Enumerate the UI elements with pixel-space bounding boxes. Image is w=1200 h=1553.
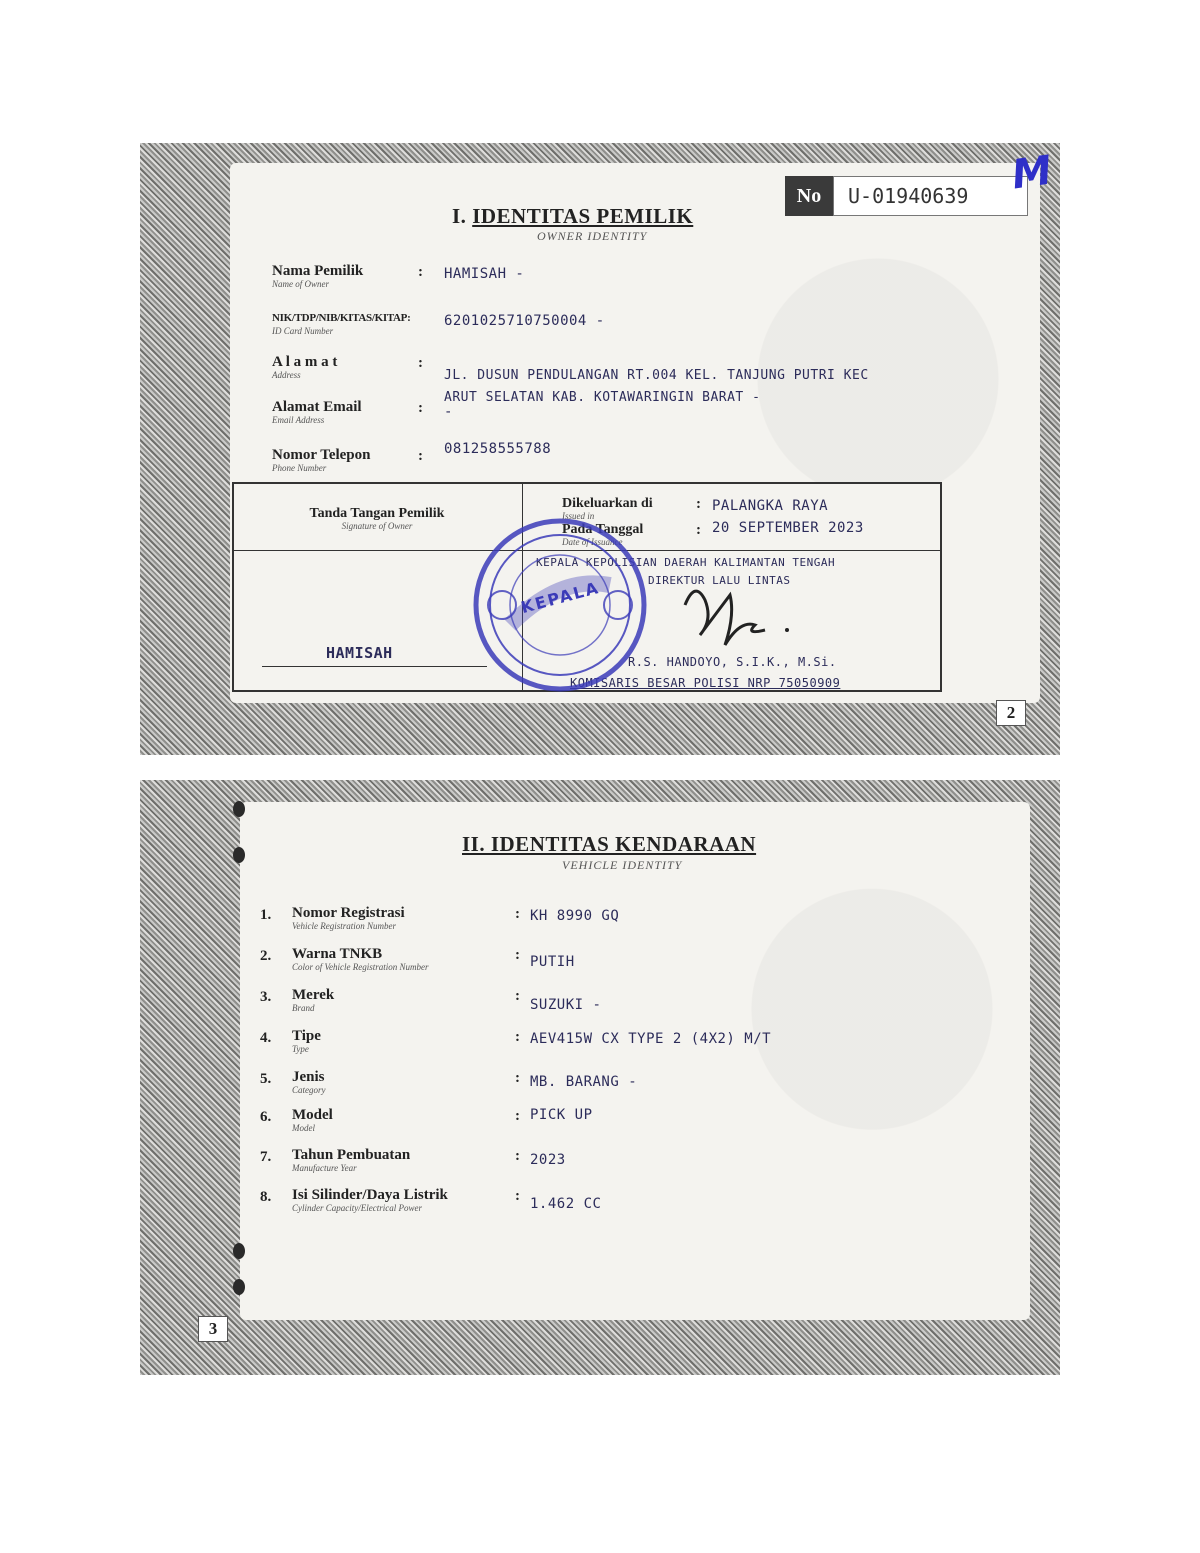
vehicle-field-label: Tahun Pembuatan Manufacture Year (292, 1147, 411, 1173)
owner-signature-header: Tanda Tangan Pemilik Signature of Owner (309, 506, 445, 531)
vehicle-field-row: 4. (260, 1030, 272, 1046)
plate-color-value: PUTIH (530, 954, 575, 970)
field-phone-value: 081258555788 (444, 441, 552, 457)
colon: : (515, 1148, 520, 1164)
colon: : (418, 400, 423, 416)
colon: : (515, 947, 520, 963)
vehicle-field-label: Merek Brand (292, 987, 335, 1013)
vehicle-subtitle: VEHICLE IDENTITY (562, 858, 683, 872)
official-name: R.S. HANDOYO, S.I.K., M.Si. (628, 655, 837, 669)
cylinder-capacity-value: 1.462 CC (530, 1196, 602, 1212)
owner-title-number: I. (452, 204, 467, 228)
field-address-value-line2: ARUT SELATAN KAB. KOTAWARINGIN BARAT - (444, 390, 761, 405)
colon: : (696, 496, 701, 512)
owner-signed-name: HAMISAH (326, 644, 393, 662)
binding-hole (233, 847, 245, 863)
colon: : (515, 1108, 520, 1124)
stamp-text: KEPALA (518, 577, 602, 618)
vehicle-field-row: 2. (260, 948, 272, 964)
authority-line-2: DIREKTUR LALU LINTAS (648, 574, 791, 587)
colon: : (418, 355, 423, 371)
document-no-label: No (785, 176, 833, 216)
field-address-label: A l a m a t Address (272, 354, 338, 380)
issued-at-value: PALANGKA RAYA (712, 498, 829, 514)
colon: : (418, 448, 423, 464)
colon: : (515, 1029, 520, 1045)
owner-subtitle: OWNER IDENTITY (537, 229, 648, 243)
field-owner-name-value: HAMISAH - (444, 266, 525, 282)
colon: : (515, 1070, 520, 1086)
page-number-2: 2 (996, 700, 1026, 726)
vehicle-field-row: 6. (260, 1109, 272, 1125)
binding-hole (233, 1279, 245, 1295)
issued-at-label: Dikeluarkan di Issued in (562, 496, 653, 521)
field-address-value-line1: JL. DUSUN PENDULANGAN RT.004 KEL. TANJUNG PUTRI KEC (444, 368, 869, 383)
colon: : (515, 1188, 520, 1204)
vehicle-field-row: 1. (260, 907, 272, 923)
binding-hole (233, 1243, 245, 1259)
colon: : (515, 988, 520, 1004)
field-phone-label: Nomor Telepon Phone Number (272, 447, 371, 473)
handwritten-mark: M (1008, 147, 1055, 199)
vehicle-field-label: Jenis Category (292, 1069, 326, 1095)
page-number-3: 3 (198, 1316, 228, 1342)
colon: : (696, 522, 701, 538)
vehicle-field-label: Model Model (292, 1107, 333, 1133)
vehicle-field-row: 5. (260, 1071, 272, 1087)
official-signature (675, 575, 795, 660)
vehicle-identity-panel (240, 802, 1030, 1320)
binding-hole (233, 801, 245, 817)
official-rank: KOMISARIS BESAR POLISI NRP 75050909 (570, 676, 841, 690)
field-id-number-label: NIK/TDP/NIB/KITAS/KITAP: ID Card Number (272, 312, 411, 336)
binding-holes (230, 795, 248, 1295)
document-number: U-01940639 (833, 176, 1028, 216)
vehicle-field-row: 7. (260, 1149, 272, 1165)
vehicle-field-label: Tipe Type (292, 1028, 321, 1054)
field-owner-name-label: Nama Pemilik Name of Owner (272, 263, 364, 289)
colon: : (418, 264, 423, 280)
model-value: PICK UP (530, 1107, 593, 1123)
colon: : (515, 906, 520, 922)
vehicle-registration-value: KH 8990 GQ (530, 908, 620, 924)
vehicle-field-row: 3. (260, 989, 272, 1005)
owner-title-text: IDENTITAS PEMILIK (472, 204, 694, 228)
owner-title (452, 204, 693, 229)
issue-date-label: Pada Tanggal Date of Issuance (562, 522, 644, 547)
authority-line-1: KEPALA KEPOLISIAN DAERAH KALIMANTAN TENGAH (536, 556, 836, 569)
field-email-label: Alamat Email Email Address (272, 399, 362, 425)
field-id-number-value: 6201025710750004 - (444, 313, 605, 329)
vehicle-field-row: 8. (260, 1189, 272, 1205)
brand-value: SUZUKI - (530, 997, 602, 1013)
vehicle-field-label: Isi Silinder/Daya Listrik Cylinder Capacity/Electrical Power (292, 1187, 448, 1213)
category-value: MB. BARANG - (530, 1074, 638, 1090)
signature-line (262, 666, 487, 667)
vehicle-title: II. IDENTITAS KENDARAAN (462, 832, 757, 856)
field-email-value: - (444, 404, 453, 420)
vehicle-field-label: Nomor Registrasi Vehicle Registration Number (292, 905, 405, 931)
vehicle-field-label: Warna TNKB Color of Vehicle Registration Number (292, 946, 429, 972)
issue-date-value: 20 SEPTEMBER 2023 (712, 520, 864, 536)
type-value: AEV415W CX TYPE 2 (4X2) M/T (530, 1031, 772, 1047)
manufacture-year-value: 2023 (530, 1152, 566, 1168)
